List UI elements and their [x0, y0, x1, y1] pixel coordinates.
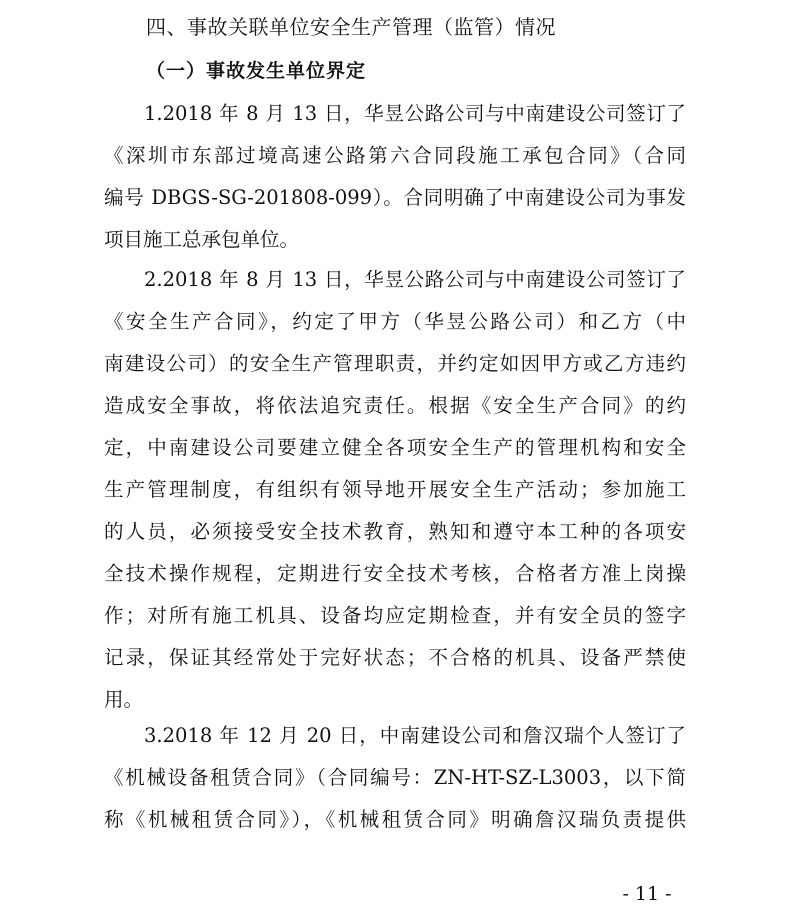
- paragraph-2: [104, 259, 686, 721]
- subsection-title: （一）事故发生单位界定: [146, 60, 367, 82]
- paragraph-line: 全技术操作规程，定期进行安全技术考核，合格者方准上岗操: [104, 562, 686, 585]
- section-title: 四、事故关联单位安全生产管理（监管）情况: [146, 15, 556, 39]
- paragraph-line: 称《机械租赁合同》），《机械租赁合同》明确詹汉瑞负责提供: [104, 808, 686, 831]
- paragraph-line: 的人员，必须接受安全技术教育，熟知和遵守本工种的各项安: [104, 520, 686, 543]
- paragraph-line: 《深圳市东部过境高速公路第六合同段施工承包合同》（合同: [104, 144, 686, 167]
- paragraph-line: 用。: [104, 688, 144, 711]
- page-number: - 11 -: [622, 883, 672, 905]
- paragraph-1: [104, 93, 686, 261]
- paragraph-line: 编号 DBGS-SG-201808-099）。合同明确了中南建设公司为事发: [104, 186, 686, 209]
- paragraph-line: 《安全生产合同》，约定了甲方（华昱公路公司）和乙方（中: [104, 310, 686, 333]
- paragraph-line: 南建设公司）的安全生产管理职责，并约定如因甲方或乙方违约: [104, 352, 686, 375]
- paragraph-line: 《机械设备租赁合同》（合同编号：ZN-HT-SZ-L3003，以下简: [104, 766, 686, 789]
- paragraph-line: 生产管理制度，有组织有领导地开展安全生产活动；参加施工: [104, 478, 686, 501]
- paragraph-line: 造成安全事故，将依法追究责任。根据《安全生产合同》的约: [104, 394, 686, 417]
- paragraph-line: 定，中南建设公司要建立健全各项安全生产的管理机构和安全: [104, 436, 686, 459]
- paragraph-line: 1.2018 年 8 月 13 日，华昱公路公司与中南建设公司签订了: [144, 102, 686, 125]
- paragraph-3: [104, 715, 686, 841]
- paragraph-line: 作；对所有施工机具、设备均应定期检查，并有安全员的签字: [104, 604, 686, 627]
- paragraph-line: 记录，保证其经常处于完好状态；不合格的机具、设备严禁使: [104, 646, 686, 669]
- paragraph-line: 3.2018 年 12 月 20 日，中南建设公司和詹汉瑞个人签订了: [144, 724, 686, 747]
- paragraph-line: 2.2018 年 8 月 13 日，华昱公路公司与中南建设公司签订了: [144, 268, 686, 291]
- paragraph-line: 项目施工总承包单位。: [104, 228, 300, 251]
